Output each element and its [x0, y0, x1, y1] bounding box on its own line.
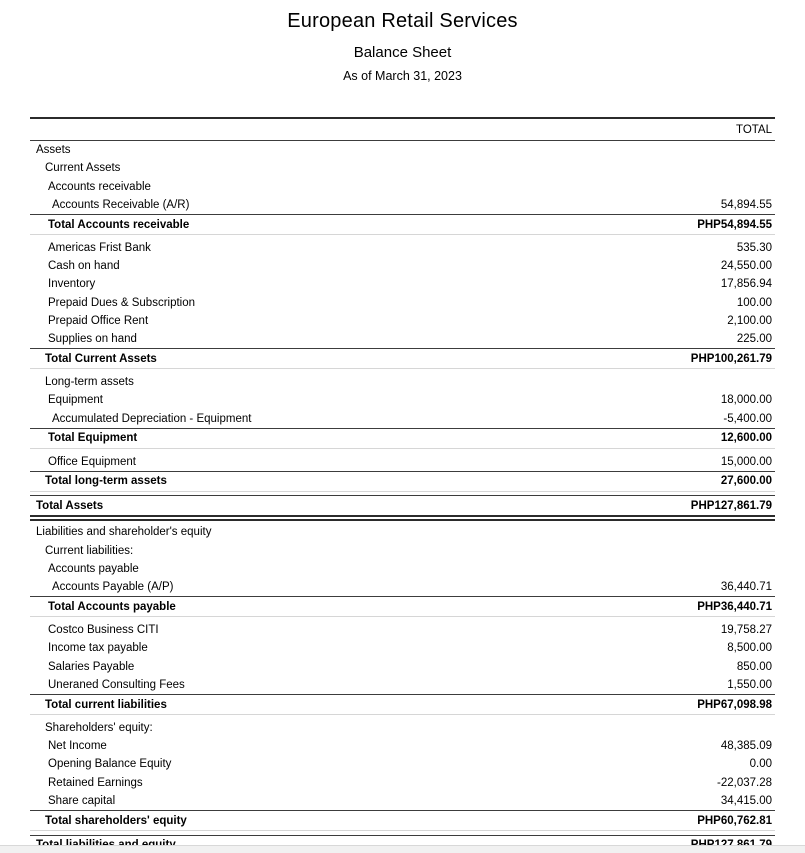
row-label: Share capital — [48, 794, 116, 807]
table-row — [30, 312, 775, 330]
table-row — [30, 257, 775, 275]
row-label: Current Assets — [45, 162, 121, 175]
section-divider-double-line — [30, 515, 775, 521]
table-row — [30, 275, 775, 293]
row-amount: 34,415.00 — [720, 794, 772, 807]
row-amount: 54,894.55 — [720, 199, 772, 212]
row-label: Total Equipment — [48, 432, 138, 445]
row-label: Salaries Payable — [48, 660, 135, 673]
row-amount: 100.00 — [736, 296, 772, 309]
row-amount: PHP36,440.71 — [697, 600, 772, 613]
table-row — [30, 410, 775, 428]
row-label: Equipment — [48, 394, 103, 407]
report-table — [30, 117, 775, 853]
row-amount: 2,100.00 — [727, 315, 772, 328]
table-row — [30, 560, 775, 578]
table-row — [30, 452, 775, 470]
table-row — [30, 676, 775, 694]
row-amount: 0.00 — [749, 758, 772, 771]
row-label: Accounts Payable (A/P) — [52, 581, 174, 594]
table-row — [30, 373, 775, 391]
row-amount: 48,385.09 — [720, 739, 772, 752]
table-row — [30, 239, 775, 257]
row-amount: PHP54,894.55 — [697, 218, 772, 231]
total-row — [30, 495, 775, 515]
table-row — [30, 773, 775, 791]
row-amount: PHP60,762.81 — [697, 814, 772, 827]
row-label: Total Assets — [36, 499, 104, 512]
row-label: Retained Earnings — [48, 776, 143, 789]
row-amount: 1,550.00 — [727, 678, 772, 691]
table-row — [30, 178, 775, 196]
table-row — [30, 523, 775, 541]
row-label: Total current liabilities — [45, 698, 167, 711]
row-label: Total Accounts receivable — [48, 218, 190, 231]
row-label: Total Accounts payable — [48, 600, 176, 613]
table-header-row — [30, 117, 775, 141]
row-amount: 15,000.00 — [720, 455, 772, 468]
report-title: Balance Sheet — [353, 44, 452, 61]
report-header — [0, 0, 805, 84]
row-label: Prepaid Office Rent — [48, 315, 149, 328]
row-amount: PHP100,261.79 — [690, 352, 772, 365]
row-label: Costco Business CITI — [48, 623, 159, 636]
table-row — [30, 578, 775, 596]
row-label: Supplies on hand — [48, 333, 137, 346]
row-label: Accounts Receivable (A/R) — [52, 199, 190, 212]
total-row — [30, 214, 775, 235]
row-label: Accounts payable — [48, 562, 139, 575]
row-amount: PHP67,098.98 — [697, 698, 772, 711]
row-amount: 8,500.00 — [727, 642, 772, 655]
row-amount: 850.00 — [736, 660, 772, 673]
table-row — [30, 755, 775, 773]
total-row — [30, 694, 775, 715]
total-row — [30, 348, 775, 369]
row-amount: -5,400.00 — [723, 412, 772, 425]
table-row — [30, 737, 775, 755]
report-rows — [30, 141, 775, 853]
row-label: Inventory — [48, 278, 96, 291]
table-row — [30, 330, 775, 348]
table-row — [30, 621, 775, 639]
row-amount: 27,600.00 — [720, 475, 772, 488]
table-row — [30, 541, 775, 559]
table-row — [30, 196, 775, 214]
total-row — [30, 810, 775, 831]
row-amount: 36,440.71 — [720, 581, 772, 594]
row-label: Liabilities and shareholder's equity — [36, 526, 212, 539]
row-amount: 19,758.27 — [720, 623, 772, 636]
row-label: Prepaid Dues & Subscription — [48, 296, 196, 309]
table-row — [30, 141, 775, 159]
row-label: Total Current Assets — [45, 352, 157, 365]
report-date: As of March 31, 2023 — [343, 69, 462, 83]
row-amount: 24,550.00 — [720, 260, 772, 273]
page-bottom-edge — [0, 845, 805, 853]
table-row — [30, 657, 775, 675]
row-label: Assets — [36, 144, 71, 157]
total-row — [30, 596, 775, 617]
table-row — [30, 639, 775, 657]
row-label: Uneraned Consulting Fees — [48, 678, 185, 691]
row-label: Total shareholders' equity — [45, 814, 187, 827]
total-row — [30, 428, 775, 449]
row-label: Long-term assets — [45, 376, 134, 389]
row-label: Office Equipment — [48, 455, 137, 468]
row-label: Accumulated Depreciation - Equipment — [52, 412, 252, 425]
table-row — [30, 294, 775, 312]
table-row — [30, 391, 775, 409]
row-label: Net Income — [48, 739, 107, 752]
row-label: Cash on hand — [48, 260, 120, 273]
row-amount: 535.30 — [736, 241, 772, 254]
row-amount: 12,600.00 — [720, 432, 772, 445]
row-amount: 17,856.94 — [720, 278, 772, 291]
table-row — [30, 719, 775, 737]
row-label: Accounts receivable — [48, 180, 151, 193]
company-name: European Retail Services — [287, 10, 518, 32]
row-amount: PHP127,861.79 — [690, 499, 772, 512]
row-label: Shareholders' equity: — [45, 721, 153, 734]
row-label: Income tax payable — [48, 642, 148, 655]
total-column-header: TOTAL — [736, 124, 772, 136]
total-row — [30, 471, 775, 492]
table-row — [30, 792, 775, 810]
row-label: Opening Balance Equity — [48, 758, 172, 771]
row-amount: 18,000.00 — [720, 394, 772, 407]
row-amount: 225.00 — [736, 333, 772, 346]
row-amount: -22,037.28 — [717, 776, 772, 789]
row-label: Current liabilities: — [45, 544, 134, 557]
row-label: Americas Frist Bank — [48, 241, 151, 254]
row-label: Total long-term assets — [45, 475, 167, 488]
table-row — [30, 159, 775, 177]
